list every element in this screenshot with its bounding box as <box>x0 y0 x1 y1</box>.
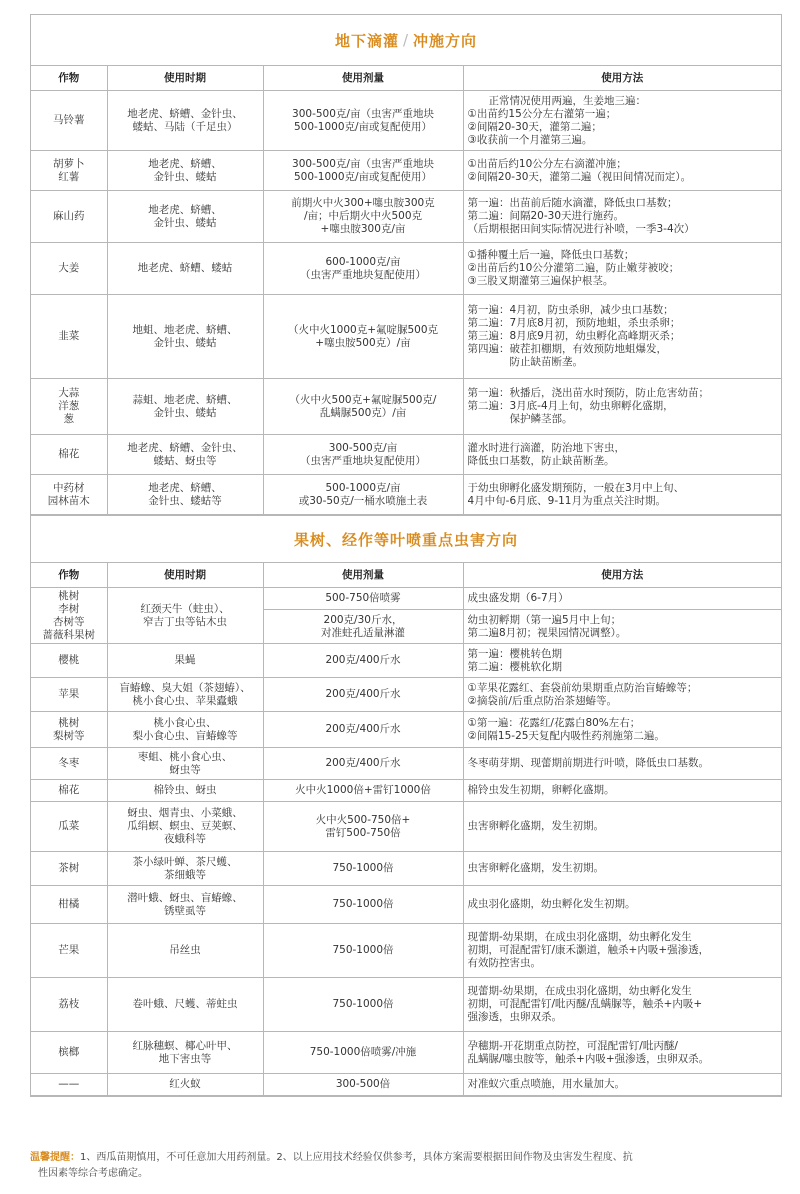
crop-cell-line: 柑橘 <box>58 898 80 910</box>
period-cell <box>107 588 263 644</box>
column-header: 使用方法 <box>463 563 781 588</box>
method-cell-line: ②出苗后约10公分灌第二遍，防止嫩芽被咬； <box>467 262 680 274</box>
crop-cell-line: 杏树等 <box>53 615 85 628</box>
table-row <box>31 91 781 151</box>
table-row <box>31 748 781 780</box>
table-row <box>31 886 781 924</box>
method-cell <box>463 295 781 379</box>
table-row <box>31 191 781 243</box>
dose-cell <box>263 435 463 475</box>
crop-cell <box>31 243 107 295</box>
dose-cell <box>263 151 463 191</box>
crop-cell <box>31 191 107 243</box>
period-cell <box>107 191 263 243</box>
period-cell-line: 枣蛆、桃小食心虫、 <box>137 750 233 763</box>
dose-cell <box>263 1032 463 1074</box>
crop-cell <box>31 852 107 886</box>
method-cell-line: ①播种覆土后一遍，降低虫口基数； <box>467 249 635 261</box>
table-row <box>31 151 781 191</box>
method-cell-line: 成虫盛发期（6-7月） <box>467 592 569 604</box>
method-cell-line: 防止缺苗断垄。 <box>467 356 583 368</box>
dose-cell <box>263 475 463 515</box>
period-cell-line: 梨小食心虫、盲蝽蟓等 <box>132 729 238 742</box>
method-cell <box>463 151 781 191</box>
crop-cell-line: 梨树等 <box>53 729 85 742</box>
dose-cell-line: 对准蛀孔适量淋灌 <box>321 626 405 639</box>
period-cell-line: 金针虫、蝼蛄 <box>153 170 217 183</box>
column-header: 使用时期 <box>107 66 263 91</box>
method-cell <box>463 852 781 886</box>
dose-cell-line: 200克/30斤水， <box>323 613 403 626</box>
period-cell-line: 蝼蛄、蚜虫等 <box>153 454 217 467</box>
dose-cell <box>263 978 463 1032</box>
crop-cell <box>31 924 107 978</box>
table-row <box>31 712 781 748</box>
column-header: 使用时期 <box>107 563 263 588</box>
method-cell-line: ②间隔20-30天，灌第二遍（视田间情况而定）。 <box>467 170 692 183</box>
method-cell <box>463 191 781 243</box>
crop-cell-line: —— <box>58 1078 80 1090</box>
table-row <box>31 924 781 978</box>
period-cell-line: 地老虎、蛴螬、金针虫、 <box>127 441 243 454</box>
method-cell-line: 第二遍：3月底-4月上旬，幼虫卵孵化盛期， <box>467 400 674 412</box>
crop-cell-line: 韭菜 <box>58 330 80 342</box>
dose-cell-line: （火中火500克+氟啶脲500克/ <box>289 393 437 406</box>
dose-cell <box>263 852 463 886</box>
period-cell-line: 窄吉丁虫等钻木虫 <box>143 615 227 628</box>
table-row <box>31 588 781 610</box>
dose-cell-line: 300-500克/亩 <box>328 441 398 454</box>
dose-cell-line: 200克/400斤水 <box>325 723 401 735</box>
method-cell <box>463 924 781 978</box>
tip-label: 温馨提醒： <box>30 1152 80 1163</box>
period-cell-line: 蚜虫、烟青虫、小菜蛾、 <box>127 807 243 819</box>
dose-cell <box>263 243 463 295</box>
foliar-spray-table <box>31 563 781 1096</box>
section2-title: 果树、经作等叶喷重点虫害方向 <box>31 515 781 563</box>
period-cell <box>107 924 263 978</box>
method-cell <box>463 475 781 515</box>
crop-cell-line: 中药材 <box>53 481 85 494</box>
crop-cell-line: 茶树 <box>58 862 80 874</box>
section1-title: 地下滴灌 / 冲施方向 <box>31 15 781 66</box>
period-cell <box>107 475 263 515</box>
dose-cell-line: （虫害严重地块复配使用） <box>300 454 426 467</box>
crop-cell-line: 桃树 <box>58 589 80 602</box>
dose-cell-line: 300-500倍 <box>335 1078 391 1090</box>
dose-cell <box>263 780 463 802</box>
crop-cell <box>31 748 107 780</box>
method-cell-line: 第二遍8月初；视果园情况调整）。 <box>467 626 627 639</box>
method-cell-line: 虫害卵孵化盛期，发生初期。 <box>467 862 604 874</box>
dose-cell <box>263 91 463 151</box>
dose-cell-line: /亩；中后期火中火500克 <box>303 210 423 222</box>
period-cell <box>107 295 263 379</box>
method-cell <box>463 379 781 435</box>
dose-cell-line: 乱螨脲500克）/亩 <box>319 406 407 419</box>
method-cell-line: 成虫羽化盛期，幼虫孵化发生初期。 <box>467 898 636 910</box>
method-cell-line: 第一遍：出苗前后随水滴灌，降低虫口基数； <box>467 197 678 209</box>
method-cell-line: 保护鳞茎部。 <box>467 413 573 425</box>
dose-cell-line: +噻虫胺500克）/亩 <box>315 336 411 349</box>
tip-line2: 性因素等综合考虑确定。 <box>38 1168 148 1179</box>
method-cell-line: 强渗透，虫卵双杀。 <box>467 1011 562 1023</box>
crop-cell-line: 马铃薯 <box>53 114 85 126</box>
method-cell-line: 现蕾期-幼果期，在成虫羽化盛期，幼虫孵化发生 <box>467 931 692 943</box>
crop-cell <box>31 978 107 1032</box>
method-cell-line: ②间隔15-25天复配内吸性药剂施第二遍。 <box>467 729 665 742</box>
dose-cell <box>263 644 463 678</box>
method-cell-line: 有效防控害虫。 <box>467 957 541 969</box>
tip-line1: 1、西瓜苗期慎用，不可任意加大用药剂量。2、以上应用技术经验仅供参考，具体方案需要根据田间作物及虫害发生程度、抗 <box>80 1152 633 1163</box>
period-cell-line: 茶小绿叶蝉、茶尺蠖、 <box>132 855 238 868</box>
crop-cell-line: 荔枝 <box>58 998 80 1010</box>
method-cell <box>463 712 781 748</box>
crop-cell-line: 桃树 <box>58 716 80 729</box>
method-cell-line: ①出苗约15公分左右灌第一遍； <box>467 107 617 120</box>
dose-cell <box>263 802 463 852</box>
dose-cell-line: 300-500克/亩（虫害严重地块 <box>292 107 434 120</box>
method-cell-line: 第三遍：8月底9月初，幼虫孵化高峰期灭杀； <box>467 330 681 342</box>
method-cell-line: 灌水时进行滴灌，防治地下害虫， <box>467 441 625 454</box>
crop-cell-line: 洋葱 <box>58 400 80 412</box>
dose-cell <box>263 610 463 644</box>
crop-cell-line: 樱桃 <box>58 654 80 666</box>
period-cell-line: 蝼蛄、马陆（千足虫） <box>132 120 238 133</box>
crop-cell-line: 园林苗木 <box>47 494 90 507</box>
column-header: 使用剂量 <box>263 563 463 588</box>
table-row <box>31 644 781 678</box>
method-cell <box>463 435 781 475</box>
method-cell-line: ②摘袋前/后重点防治茶翅蝽等。 <box>467 694 617 707</box>
period-cell-line: 盲蝽蟓、臭大姐（茶翅蝽）、 <box>119 681 251 694</box>
method-cell <box>463 644 781 678</box>
method-cell-line: ②间隔20-30天，灌第二遍； <box>467 120 602 133</box>
method-cell-line: （后期根据田间实际情况进行补喷，一季3-4次） <box>467 223 695 235</box>
period-cell-line: 地下害虫等 <box>158 1052 212 1065</box>
column-header: 使用方法 <box>463 66 781 91</box>
dose-cell <box>263 886 463 924</box>
period-cell <box>107 1074 263 1096</box>
table-row <box>31 978 781 1032</box>
period-cell <box>107 644 263 678</box>
period-cell-line: 红颈天牛（蛀虫）、 <box>140 602 230 615</box>
dose-cell <box>263 1074 463 1096</box>
table-row <box>31 243 781 295</box>
period-cell-line: 潜叶蛾、蚜虫、盲蝽蟓、 <box>127 891 243 904</box>
dose-cell-line: 750-1000倍 <box>332 998 394 1010</box>
method-cell-line: 现蕾期-幼果期，在成虫羽化盛期，幼虫孵化发生 <box>467 985 692 997</box>
dose-cell-line: 200克/400斤水 <box>325 688 401 700</box>
drip-irrigation-table <box>31 66 781 515</box>
method-cell-line: ①第一遍：花露红/花露白80%左右； <box>467 716 641 729</box>
dose-cell-line: 200克/400斤水 <box>325 757 401 769</box>
crop-cell-line: 蔷薇科果树 <box>42 628 95 641</box>
dose-cell-line: 500-750倍喷雾 <box>325 592 401 604</box>
method-cell-line: 冬枣萌芽期、现蕾期前期进行叶喷，降低虫口基数。 <box>467 757 709 769</box>
table-row <box>31 678 781 712</box>
crop-cell-line: 棉花 <box>58 784 80 796</box>
period-cell <box>107 802 263 852</box>
period-cell-line: 夜蛾科等 <box>164 833 206 845</box>
method-cell <box>463 91 781 151</box>
dose-cell-line: 500-1000克/亩或复配使用） <box>293 170 433 183</box>
period-cell-line: 红脉穗螟、椰心叶甲、 <box>132 1039 238 1052</box>
crop-cell-line: 李树 <box>58 602 80 615</box>
method-cell <box>463 588 781 610</box>
period-cell-line: 地老虎、蛴螬、 <box>148 157 222 170</box>
dose-cell <box>263 295 463 379</box>
dose-cell <box>263 924 463 978</box>
method-cell <box>463 1074 781 1096</box>
dose-cell-line: 火中火500-750倍+ <box>315 813 411 826</box>
dose-cell-line: 300-500克/亩（虫害严重地块 <box>292 157 434 170</box>
dose-cell <box>263 712 463 748</box>
dose-cell-line: 750-1000倍 <box>332 944 394 956</box>
method-cell-line: 第二遍：7月底8月初，预防地蛆，杀虫杀卵； <box>467 317 681 329</box>
method-cell-line: 幼虫初孵期（第一遍5月中上旬； <box>467 613 622 626</box>
crop-cell-line: 胡萝卜 <box>53 157 85 170</box>
crop-cell-line: 麻山药 <box>53 210 85 222</box>
method-cell-line: 4月中旬-6月底、9-11月为重点关注时期。 <box>467 494 666 507</box>
method-cell-line: 第二遍：间隔20-30天进行施药。 <box>467 210 625 222</box>
period-cell <box>107 712 263 748</box>
crop-cell-line: 大蒜 <box>58 387 80 399</box>
period-cell-line: 金针虫、蝼蛄 <box>153 336 217 349</box>
method-cell-line: 第一遍：樱桃转色期 <box>467 647 562 660</box>
method-cell-line: 于幼虫卵孵化盛发期预防，一般在3月中上旬、 <box>467 481 685 494</box>
method-cell-line: 第一遍：4月初，防虫杀卵，减少虫口基数； <box>467 304 674 316</box>
dose-cell <box>263 379 463 435</box>
method-cell-line: 第四遍：破茬扣棚期，有效预防地蛆爆发， <box>467 343 667 355</box>
table-row <box>31 802 781 852</box>
dose-cell-line: 200克/400斤水 <box>325 654 401 666</box>
crop-cell-line: 瓜菜 <box>58 820 80 832</box>
crop-cell-line: 槟榔 <box>58 1046 80 1058</box>
period-cell-line: 吊丝虫 <box>169 944 201 956</box>
period-cell <box>107 780 263 802</box>
crop-cell <box>31 712 107 748</box>
period-cell-line: 红火蚁 <box>169 1078 201 1090</box>
period-cell-line: 茶细蛾等 <box>164 868 206 881</box>
period-cell-line: 蚜虫等 <box>169 763 201 776</box>
crop-cell <box>31 435 107 475</box>
crop-cell <box>31 151 107 191</box>
period-cell-line: 金针虫、蝼蛄等 <box>148 494 222 507</box>
period-cell <box>107 151 263 191</box>
method-cell-line: ③三股叉期灌第三遍保护根茎。 <box>467 275 614 287</box>
table-row <box>31 435 781 475</box>
method-cell <box>463 748 781 780</box>
method-cell <box>463 780 781 802</box>
period-cell <box>107 978 263 1032</box>
crop-cell <box>31 644 107 678</box>
footer-note <box>30 1150 780 1182</box>
dose-cell-line: 火中火1000倍+雷钉1000倍 <box>295 784 431 796</box>
dose-cell-line: 750-1000倍 <box>332 898 394 910</box>
method-cell-line: 正常情况使用两遍，生姜地三遍： <box>467 94 646 107</box>
dose-cell <box>263 588 463 610</box>
period-cell-line: 地老虎、蛴螬、金针虫、 <box>127 107 243 120</box>
crop-cell-line: 棉花 <box>58 448 80 460</box>
period-cell <box>107 852 263 886</box>
method-cell-line: 乱螨脲/噻虫胺等，触杀+内吸+强渗透，虫卵双杀。 <box>467 1052 710 1065</box>
crop-cell <box>31 1032 107 1074</box>
method-cell-line: 降低虫口基数，防止缺苗断垄。 <box>467 454 615 467</box>
column-header: 作物 <box>31 66 107 91</box>
dose-cell-line: 750-1000倍 <box>332 862 394 874</box>
table-row <box>31 1074 781 1096</box>
period-cell-line: 卷叶蛾、尺蠖、蒂蛀虫 <box>132 998 238 1010</box>
period-cell <box>107 678 263 712</box>
dose-cell-line: 雷钉500-750倍 <box>325 826 401 839</box>
method-cell-line: ①出苗后约10公分左右滴灌冲施； <box>467 157 627 170</box>
crop-cell-line: 苹果 <box>58 688 80 700</box>
method-cell <box>463 1032 781 1074</box>
period-cell-line: 地老虎、蛴螬、 <box>148 481 222 494</box>
period-cell <box>107 1032 263 1074</box>
crop-cell <box>31 588 107 644</box>
period-cell-line: 果蝇 <box>174 654 196 666</box>
table-row <box>31 780 781 802</box>
crop-cell <box>31 295 107 379</box>
dose-cell-line: 600-1000克/亩 <box>325 255 401 268</box>
dose-cell-line: 500-1000克/亩 <box>325 481 401 494</box>
crop-cell-line: 芒果 <box>58 944 80 956</box>
method-cell <box>463 886 781 924</box>
method-cell-line: ③收获前一个月灌第三遍。 <box>467 133 593 146</box>
period-cell-line: 地蛆、地老虎、蛴螬、 <box>132 323 238 336</box>
period-cell-line: 金针虫、蝼蛄 <box>153 216 217 229</box>
method-cell <box>463 978 781 1032</box>
method-cell-line: 虫害卵孵化盛期，发生初期。 <box>467 820 604 832</box>
crop-cell <box>31 1074 107 1096</box>
method-cell-line: 初期，可混配雷钉/康禾灏道，触杀+内吸+强渗透， <box>467 944 710 956</box>
method-cell-line: 棉铃虫发生初期，卵孵化盛期。 <box>467 784 615 796</box>
crop-cell <box>31 678 107 712</box>
period-cell-line: 棉铃虫、蚜虫 <box>153 784 217 796</box>
table-row <box>31 852 781 886</box>
crop-cell-line: 葱 <box>63 413 74 425</box>
method-cell-line: 初期，可混配雷钉/吡丙醚/乱螨脲等，触杀+内吸+ <box>467 998 703 1010</box>
table-row <box>31 1032 781 1074</box>
method-cell <box>463 610 781 644</box>
crop-cell <box>31 802 107 852</box>
dose-cell-line: （火中火1000克+氟啶脲500克 <box>287 323 439 336</box>
table-row <box>31 475 781 515</box>
period-cell <box>107 379 263 435</box>
method-cell <box>463 802 781 852</box>
column-header: 作物 <box>31 563 107 588</box>
dose-cell-line: （虫害严重地块复配使用） <box>300 268 426 281</box>
period-cell <box>107 91 263 151</box>
table-row <box>31 379 781 435</box>
period-cell-line: 桃小食心虫、 <box>153 716 217 729</box>
period-cell-line: 地老虎、蛴螬、 <box>148 203 222 216</box>
period-cell-line: 金针虫、蝼蛄 <box>153 406 217 419</box>
column-header: 使用剂量 <box>263 66 463 91</box>
crop-cell <box>31 379 107 435</box>
method-cell-line: ①苹果花露红、套袋前幼果期重点防治盲蝽蟓等； <box>467 681 698 694</box>
dose-cell-line: 前期火中火300+噻虫胺300克 <box>291 197 435 209</box>
dose-cell <box>263 748 463 780</box>
period-cell <box>107 435 263 475</box>
dose-cell <box>263 678 463 712</box>
period-cell-line: 瓜绢螟、螟虫、豆荚螟、 <box>127 820 243 832</box>
crop-cell <box>31 91 107 151</box>
dose-cell-line: 750-1000倍喷雾/冲施 <box>309 1046 417 1058</box>
method-cell-line: 第一遍：秋播后，浇出苗水时预防，防止危害幼苗； <box>467 387 709 399</box>
crop-cell <box>31 886 107 924</box>
period-cell-line: 地老虎、蛴螬、蝼蛄 <box>137 262 233 274</box>
period-cell-line: 蒜蛆、地老虎、蛴螬、 <box>132 393 238 406</box>
table-row <box>31 295 781 379</box>
method-cell-line: 孕穗期-开花期重点防控，可混配雷钉/吡丙醚/ <box>467 1039 678 1052</box>
period-cell <box>107 748 263 780</box>
method-cell <box>463 243 781 295</box>
dose-cell-line: 500-1000克/亩或复配使用） <box>293 120 433 133</box>
crop-cell <box>31 780 107 802</box>
method-cell <box>463 678 781 712</box>
crop-cell-line: 大姜 <box>58 262 80 274</box>
dose-cell-line: +噻虫胺300克/亩 <box>320 223 406 235</box>
dose-cell <box>263 191 463 243</box>
period-cell <box>107 243 263 295</box>
period-cell <box>107 886 263 924</box>
crop-cell <box>31 475 107 515</box>
period-cell-line: 桃小食心虫、苹果蠹蛾 <box>132 694 238 707</box>
period-cell-line: 锈壁虱等 <box>164 904 206 917</box>
dose-cell-line: 或30-50克/一桶水喷施土表 <box>298 494 428 507</box>
crop-cell-line: 红薯 <box>58 170 80 183</box>
recommendation-sheet <box>30 14 782 1097</box>
crop-cell-line: 冬枣 <box>58 757 80 769</box>
method-cell-line: 第二遍：樱桃软化期 <box>467 660 562 673</box>
method-cell-line: 对准蚁穴重点喷施，用水量加大。 <box>467 1078 625 1090</box>
